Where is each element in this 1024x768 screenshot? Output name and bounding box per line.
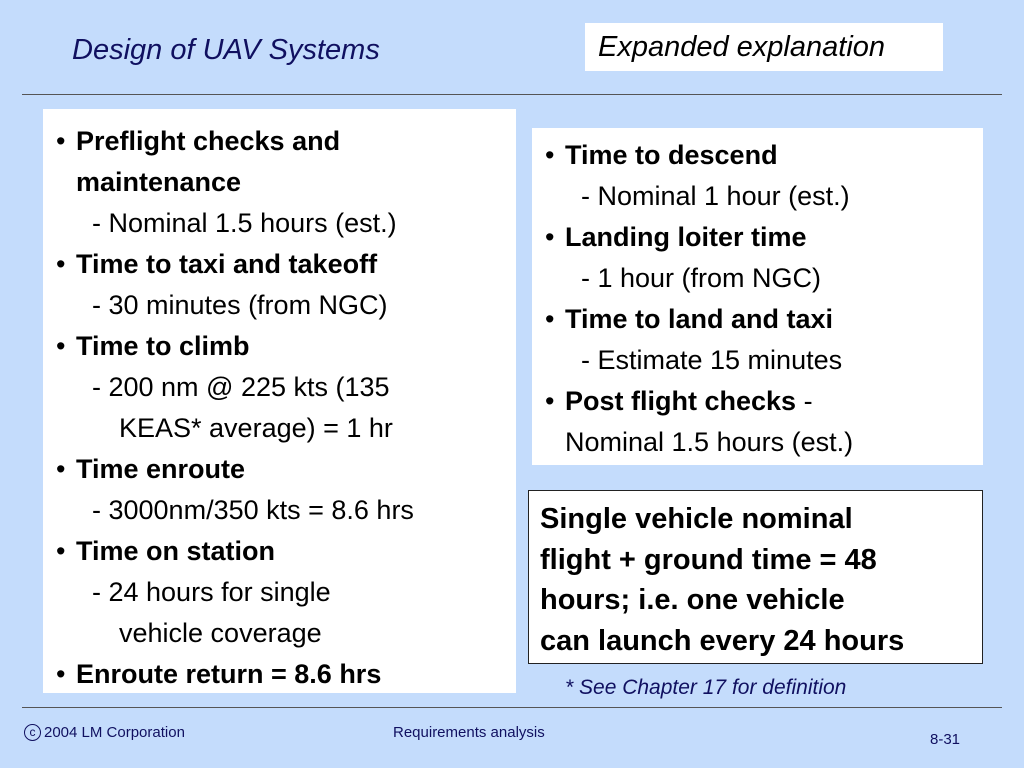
item-detail: Nominal 1.5 hours (est.) (565, 427, 854, 457)
footer-divider (22, 707, 1002, 708)
item-detail-continued: KEAS* average) = 1 hr (119, 413, 393, 443)
list-item (56, 654, 516, 695)
list-item (545, 217, 983, 258)
item-detail-continued: vehicle coverage (119, 618, 322, 648)
item-detail: - 200 nm @ 225 kts (135 (92, 372, 390, 402)
summary-line: hours; i.e. one vehicle (540, 584, 845, 616)
item-label: Landing loiter time (565, 222, 807, 252)
summary-box (528, 490, 983, 664)
item-label: Time to taxi and takeoff (76, 249, 378, 279)
item-detail: - 1 hour (from NGC) (581, 263, 822, 293)
bullet-icon: • (56, 249, 66, 279)
bullet-icon: • (56, 536, 66, 566)
bullet-icon: • (545, 222, 555, 252)
item-label: Enroute return = 8.6 hrs (76, 659, 382, 689)
list-item (56, 449, 516, 490)
item-detail: - Nominal 1.5 hours (est.) (92, 208, 397, 238)
bullet-icon: • (545, 304, 555, 334)
summary-line: can launch every 24 hours (540, 624, 905, 657)
item-label: Time on station (76, 536, 276, 566)
item-detail: - Estimate 15 minutes (581, 345, 843, 375)
list-item (56, 531, 516, 572)
item-label-suffix: - (796, 386, 813, 416)
item-detail: - Nominal 1 hour (est.) (581, 181, 850, 211)
bullet-icon: • (56, 331, 66, 361)
list-item (56, 326, 516, 367)
item-label: Time to land and taxi (565, 304, 834, 334)
bullet-icon: • (56, 659, 66, 689)
expanded-explanation-label: Expanded explanation (585, 23, 943, 71)
bullet-icon: • (545, 140, 555, 170)
right-content-panel (532, 128, 983, 465)
summary-line: flight + ground time = 48 (540, 543, 877, 576)
summary-line: Single vehicle nominal (540, 503, 853, 535)
item-label: Preflight checks and (76, 126, 341, 156)
list-item (545, 135, 983, 176)
item-label: Time to descend (565, 140, 778, 170)
list-item (56, 244, 516, 285)
bullet-icon: • (56, 454, 66, 484)
copyright-icon: c (24, 724, 41, 741)
footer-copyright (24, 724, 185, 741)
footer-section-title: Requirements analysis (393, 724, 545, 741)
item-label: Time enroute (76, 454, 246, 484)
left-content-panel (43, 109, 516, 693)
footnote: * See Chapter 17 for definition (565, 676, 847, 699)
item-label-continued: maintenance (76, 167, 242, 197)
item-detail: - 24 hours for single (92, 577, 331, 607)
slide-title: Design of UAV Systems (72, 34, 380, 66)
bullet-icon: • (545, 386, 555, 416)
page-number: 8-31 (930, 731, 961, 748)
header-divider (22, 94, 1002, 95)
copyright-text: 2004 LM Corporation (44, 724, 185, 741)
item-detail: - 30 minutes (from NGC) (92, 290, 388, 320)
list-item (545, 381, 983, 422)
item-label: Time to climb (76, 331, 250, 361)
list-item (545, 299, 983, 340)
item-detail: - 3000nm/350 kts = 8.6 hrs (92, 495, 414, 525)
bullet-icon: • (56, 126, 66, 156)
item-label: Post flight checks (565, 386, 797, 416)
list-item (56, 121, 516, 162)
